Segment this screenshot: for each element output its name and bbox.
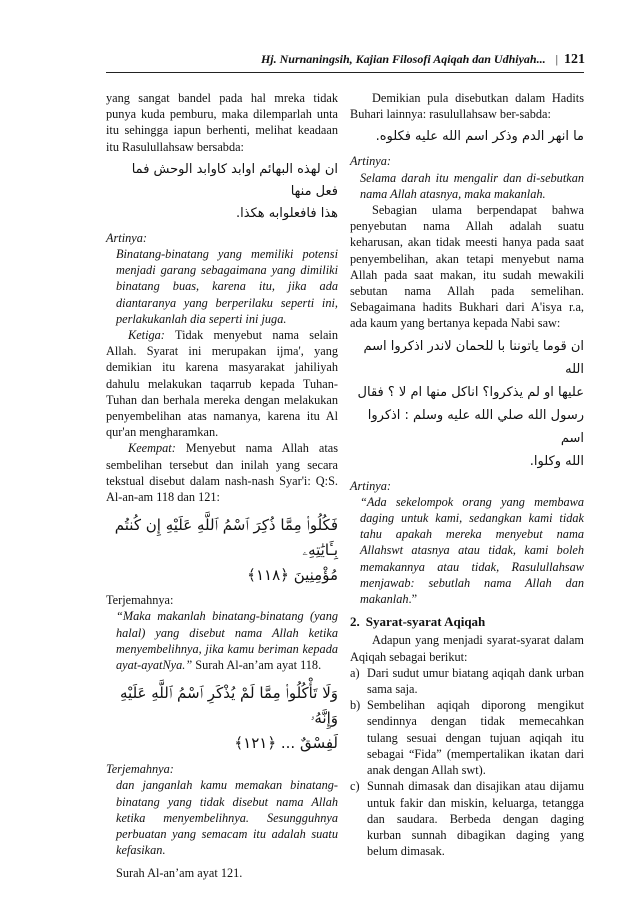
left-column	[106, 90, 338, 881]
quran-line: مُؤْمِنِينَ ﴿١١٨﴾	[247, 566, 338, 585]
list-marker: c)	[350, 779, 360, 794]
header-title: , Kajian Filosofi Aqiqah dan Udhiyah...	[349, 52, 546, 66]
list-marker: b)	[350, 698, 361, 713]
terjemahnya-label: Terjemahnya:	[106, 593, 174, 608]
header-rule	[106, 72, 584, 73]
paragraph: Sebagian ulama berpendapat bahwa penyebutan nama Allah adalah suatu keharusan, akan tidak meesti hanya pada saat penyembelihan, akan tetapi menyebut nama Allah pada saat makan, itu sudah mewakili sebutan nama Allah pada semelihan. Sebagaimana hadits Bukhari dari A'isya r.a, ada kaum yang bertanya kepada Nabi saw:	[350, 203, 584, 331]
section-number: 2.	[350, 614, 360, 630]
ketiga-text: Tidak menyebut nama selain Allah. Syarat ini merupakan ijma', yang demikian itu karena masyarakat jahiliyah dahulu melakukan taqarrub kepada Tuhan-Tuhan dan berhala mereka dengan melakukan penyembelihan atas namanya, karena itu Al qur'an mengharamkan.	[106, 328, 338, 440]
translation-text: Binatang-binatang yang memiliki potensi menjadi garang sebagaimana yang dimiliki binatang buas, karena itu, jika ada diantaranya yang berperilaku seperti ini, perlakukanlah dia seperti ini juga.	[116, 247, 338, 326]
running-header	[0, 52, 585, 68]
artinya-label: Artinya:	[350, 154, 391, 169]
arabic-line: عليها او لم يذكروا؟ اناكل منها ام لا ؟ فقال	[357, 384, 584, 400]
keempat-label: Keempat:	[128, 441, 176, 456]
paragraph: yang sangat bandel pada hal mreka tidak punya kuda pemburu, maka dilemparlah unta itu sehingga iapun berhenti, melihat keadaan itu Rasulullahsaw bersabda:	[106, 91, 338, 154]
artinya-label: Artinya:	[106, 230, 147, 245]
arabic-line: ان لهذه البهائم اوابد كاوابد الوحش فما فعل منها	[131, 161, 338, 199]
page-number: 121	[564, 52, 585, 67]
right-column	[350, 90, 584, 859]
paragraph-ketiga	[106, 327, 338, 440]
translation-text: dan janganlah kamu memakan binatang-binatang yang tidak disebut nama Allah ketika menyembelihnya. Sesungguhnya perbuatan yang semacam itu adalah suatu kefasikan.	[116, 778, 338, 858]
header-author: Hj. Nurnaningsih	[260, 52, 350, 66]
arabic-hadith: ما انهر الدم وذكر اسم الله عليه فكلوه.	[375, 129, 584, 145]
list-item-text: Dari sudut umur biatang aqiqah dank urban sama saja.	[367, 665, 584, 697]
arabic-line: هذا فافعلوابه هكذا.	[235, 205, 338, 221]
keempat-text: Menyebut nama Allah atas sembelihan tersebut dan inilah yang secara tekstual disebut dalam nash-nash Syar'i: Q:S. Al-an-am 118 dan 121:	[106, 441, 338, 505]
artinya-label: Artinya:	[350, 478, 391, 493]
ketiga-label: Ketiga:	[128, 328, 165, 343]
arabic-hadith	[350, 335, 584, 473]
quran-verse-118	[106, 513, 338, 588]
verse-reference: Surah Al-an’am ayat 121.	[116, 865, 243, 880]
list-item-text: Sembelihan aqiqah diporong mengikut sendinnya dengan tidak memecahkan tulang sesuai dengan tujuan aqiqah itu sebagai “Fida” (mempertalikan ikatan dari anak dengan Allah swt).	[367, 698, 584, 778]
section-title: Syarat-syarat Aqiqah	[365, 614, 486, 630]
section-heading	[350, 614, 584, 630]
quran-line: لَفِسْقٌ ... ﴿١٢١﴾	[234, 734, 338, 753]
header-separator: |	[555, 52, 558, 66]
paragraph-keempat	[106, 440, 338, 505]
quran-verse-121	[106, 681, 338, 756]
translation-hadith	[350, 494, 584, 607]
list-item	[350, 697, 584, 778]
list-marker: a)	[350, 665, 360, 680]
paragraph: Demikian pula disebutkan dalam Hadits Buhari lainnya: rasulullahsaw ber-sabda:	[350, 91, 584, 122]
list-item	[350, 778, 584, 859]
arabic-line: رسول الله صلي الله عليه وسلم : اذكروا اسم	[367, 407, 584, 446]
arabic-hadith	[106, 159, 338, 225]
translation-text: “Ada sekelompok orang yang membawa daging untuk kami, sedangkan kami tidak tahu apakah mereka menyebut nama Allahswt atasnya atau tidak, kami boleh memakannya atau tidak, Rasulullahsaw menjawab: sebutlah nama Allah dan makanlah	[360, 494, 584, 607]
paragraph: Adapun yang menjadi syarat-syarat dalam Aqiqah sebagai berikut:	[350, 633, 584, 664]
translation-end: .”	[408, 592, 418, 607]
terjemahnya-label: Terjemahnya:	[106, 762, 174, 777]
arabic-line: ان قوما ياتوننا با للحمان لاندر اذكروا اسم الله	[363, 338, 584, 377]
requirements-list	[350, 665, 584, 859]
list-item-text: Sunnah dimasak dan disajikan atau dijamu untuk fakir dan miskin, keluarga, tetangga dan saudara. Berbeda dengan daging kurban sunnah dibagikan daging yang belum dimasak.	[367, 779, 584, 859]
translation-text: Selama darah itu mengalir dan di-sebutkan nama Allah atasnya, maka makanlah.	[360, 170, 584, 201]
translation-118	[106, 608, 338, 673]
translation-text: “Maka makanlah binatang-binatang (yang halal) yang disebut nama Allah ketika menyembelihnya, jika kamu beriman kepada ayat-ayatNya.”	[116, 609, 338, 673]
arabic-line: الله وكلوا.	[529, 453, 584, 469]
list-item	[350, 665, 584, 697]
verse-reference: Surah Al-an’am ayat 118.	[192, 658, 322, 673]
quran-line: فَكُلُوا۟ مِمَّا ذُكِرَ ٱسْمُ ٱللَّهِ عَلَيْهِ إِن كُنتُم بِـَٔايَٰتِهِۦ	[114, 516, 338, 560]
quran-line: وَلَا تَأْكُلُوا۟ مِمَّا لَمْ يُذْكَرِ ٱسْمُ ٱللَّهِ عَلَيْهِ وَإِنَّهُۥ	[120, 684, 338, 728]
